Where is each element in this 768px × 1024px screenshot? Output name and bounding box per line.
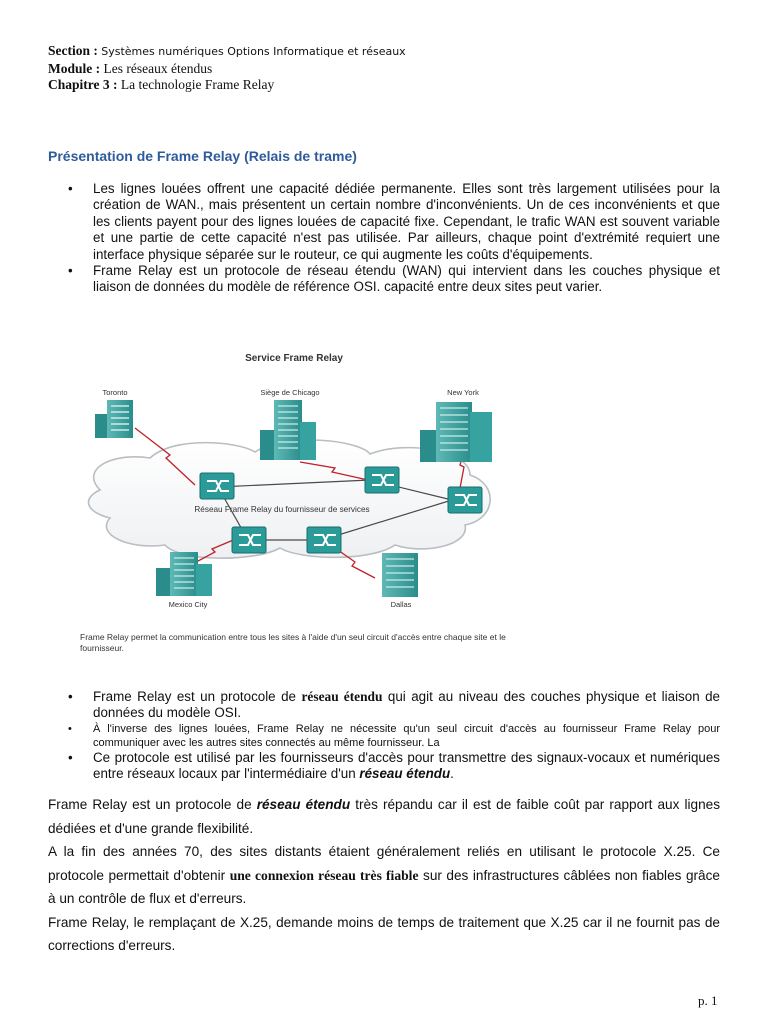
paragraph-2: [48, 840, 720, 911]
diagram-title: Service Frame Relay: [245, 353, 343, 364]
switch-5: [307, 527, 341, 553]
section-line: [48, 43, 406, 61]
details-bullet-1: [48, 689, 720, 722]
chapter-value: La technologie Frame Relay: [120, 77, 275, 92]
switch-1: [200, 473, 234, 499]
site-label-chicago: Siège de Chicago: [260, 388, 320, 397]
building-toronto-icon: [95, 400, 133, 438]
paragraph-3: Frame Relay, le remplaçant de X.25, demande moins de temps de traitement que X.25 car il ne fournit pas de corrections d'erreurs.: [48, 914, 720, 953]
section-label: Section :: [48, 43, 98, 58]
paragraph1-emphasis: réseau étendu: [256, 797, 351, 812]
document-header: [48, 43, 406, 94]
intro-bullet-2: • Frame Relay est un protocole de réseau étendu (WAN) qui intervient dans les couches physique et liaison de données du modèle de référence OSI. capacité entre deux sites peut varier.: [48, 263, 720, 296]
bullet3-emphasis: réseau étendu: [359, 766, 451, 782]
intro-bullet-list: [48, 181, 720, 296]
paragraph-1: [48, 793, 720, 840]
bullet3-text-start: Ce protocole est utilisé par les fournisseurs d'accès pour transmettre des signaux-vocaux et numériques entre réseaux locaux par l'intermédiaire d'un: [93, 749, 720, 782]
body-paragraphs: [48, 793, 720, 958]
paragraph1-text-start: Frame Relay est un protocole de: [48, 797, 257, 812]
site-label-newyork: New York: [447, 388, 479, 397]
diagram-caption: Frame Relay permet la communication entre tous les sites à l'aide d'un seul circuit d'accès entre chaque site et le fournisseur.: [80, 632, 506, 653]
building-newyork-icon: [420, 402, 492, 462]
switch-2: [365, 467, 399, 493]
intro-bullet-1: • Les lignes louées offrent une capacité dédiée permanente. Elles sont très largement utilisées pour la création de WAN., mais présentent un certain nombre d'inconvénients. Un de ces inconvénients et que les clients payent pour des lignes louées de capacité fixe. Cependant, le trafic WAN est souvent variable et une partie de cette capacité n'est pas utilisée. Par ailleurs, chaque point d'extrémité requiert une interface physique séparée sur le routeur, ce qui augmente les coûts d'équipements.: [48, 181, 720, 263]
bullet1-text-end: qui agit au niveau des couches physique et liaison de données du modèle OSI.: [93, 689, 720, 721]
paragraph2-text-start: A la fin des années 70, des sites distants étaient généralement reliés en utilisant le protocole X.25. Ce protocole permettait d'obtenir: [48, 844, 720, 883]
paragraph2-text-end: sur des infrastructures câblées non fiables grâce à un contrôle de flux et d'erreurs.: [48, 867, 720, 906]
site-label-mexico: Mexico City: [168, 600, 208, 609]
details-bullet-2: • À l'inverse des lignes louées, Frame Relay ne nécessite qu'un seul circuit d'accès au fournisseur Frame Relay pour communiquer avec les autres sites connectés au même fournisseur. La: [48, 722, 720, 750]
paragraph1-text-end: très répandu car il est de faible coût par rapport aux lignes dédiées et d'une grande flexibilité.: [48, 797, 720, 836]
bullet1-text-start: Frame Relay est un protocole de: [93, 689, 302, 704]
chapter-label: Chapitre 3 :: [48, 77, 118, 92]
site-label-dallas: Dallas: [390, 600, 412, 609]
module-value: Les réseaux étendus: [103, 60, 213, 76]
details-bullet-3: [48, 750, 720, 783]
frame-relay-diagram: [70, 340, 510, 630]
switch-4: [232, 527, 266, 553]
switch-3: [448, 487, 482, 513]
bullet3-text-end: .: [450, 766, 454, 782]
module-line: [48, 61, 406, 78]
bullet1-emphasis: réseau étendu: [301, 689, 383, 704]
chapter-line: [48, 77, 406, 94]
paragraph2-emphasis: une connexion réseau très fiable: [229, 867, 419, 883]
site-label-toronto: Toronto: [102, 388, 128, 397]
building-dallas-icon: [382, 553, 418, 597]
module-label: Module :: [48, 60, 101, 76]
building-chicago-icon: [260, 400, 316, 460]
section-value: Systèmes numériques Options Informatique et réseaux: [101, 45, 406, 58]
page-number: p. 1: [698, 993, 718, 1008]
details-bullet-list: [48, 689, 720, 783]
section-title: Présentation de Frame Relay (Relais de trame): [48, 148, 357, 164]
cloud-label: Réseau Frame Relay du fournisseur de services: [194, 505, 370, 514]
